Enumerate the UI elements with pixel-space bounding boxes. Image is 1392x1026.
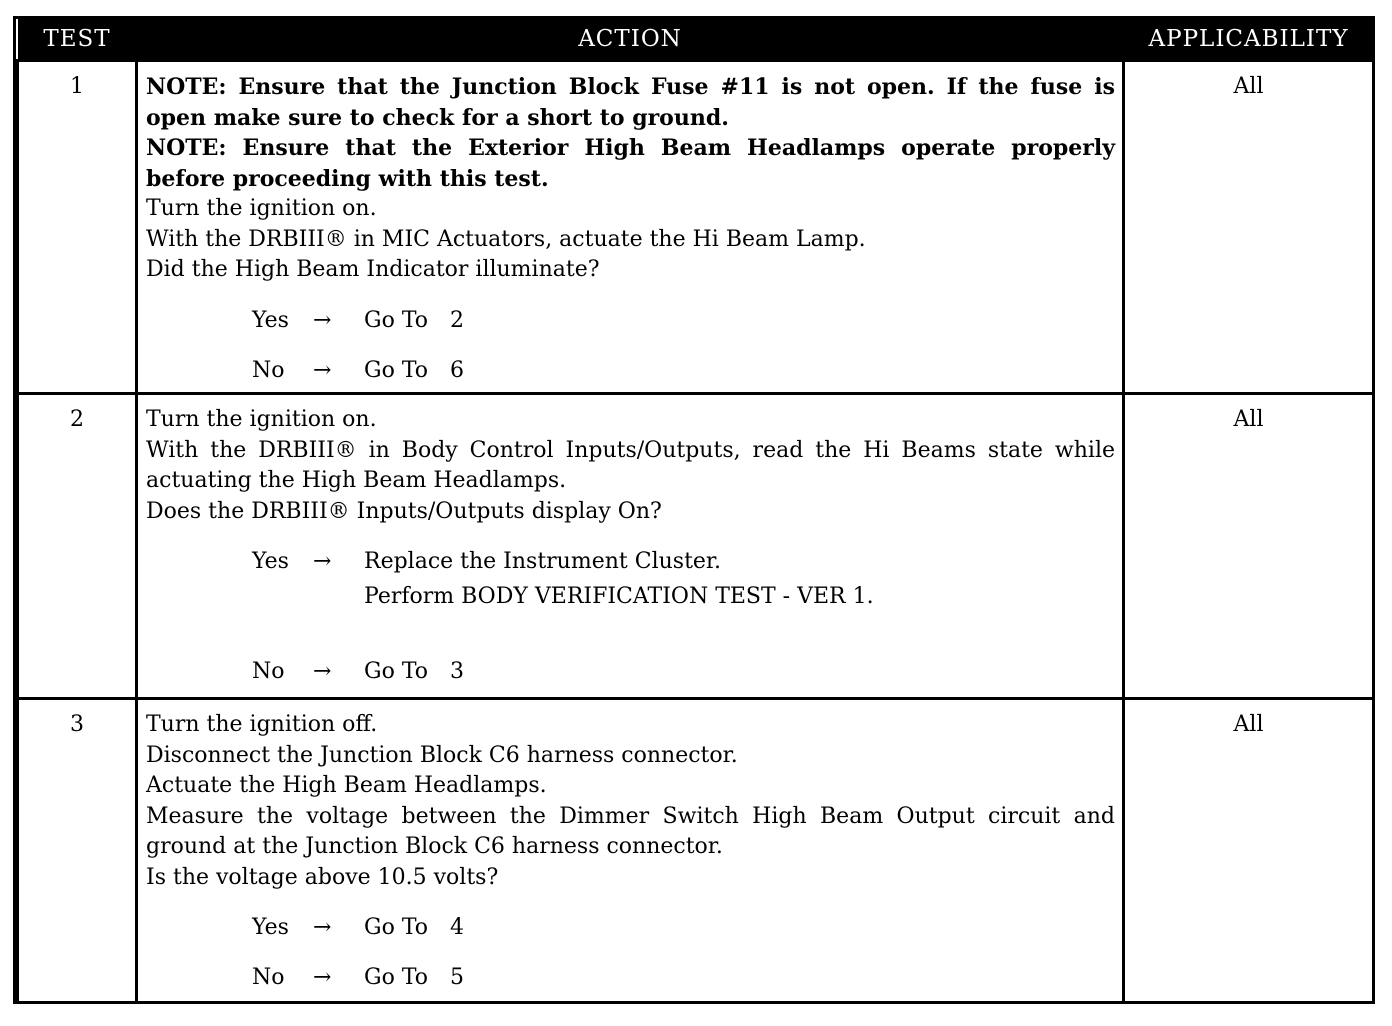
instruction: Turn the ignition off. [146,712,378,737]
spacer [146,612,1115,656]
no-branch [252,355,1115,386]
goto-target: 4 [450,915,465,940]
question: Is the voltage above 10.5 volts? [146,864,499,890]
applicability: All [1124,61,1374,394]
no-label: No [252,965,285,990]
yes-branch [252,546,1115,612]
test-number: 3 [18,699,137,1003]
yes-branch [252,305,1115,336]
test-table [16,19,1375,1004]
yes-branch [252,912,1115,943]
result-line: Perform BODY VERIFICATION TEST - VER 1. [364,584,874,609]
goto-target: 2 [450,307,465,333]
goto-label: Go To [364,307,429,333]
arrow-icon: → [313,965,332,990]
instruction: Turn the ignition on. [146,196,377,221]
instruction: Turn the ignition on. [146,407,377,432]
action-cell [137,699,1124,1003]
test-row [18,61,1374,394]
arrow-icon: → [313,357,332,383]
arrow-icon: → [313,307,332,333]
note: NOTE: Ensure that the Junction Block Fuse #11 is not open. If the fuse is open make sure to check for a short to ground. [146,74,1115,131]
no-result [364,656,1115,687]
arrow-icon: → [313,915,332,940]
header-row [18,19,1374,61]
instruction: With the DRBIII® in Body Control Inputs/Outputs, read the Hi Beams state while actuating the High Beam Headlamps. [146,437,1115,493]
no-result [364,355,1115,386]
goto-label: Go To [364,965,429,990]
goto-target: 6 [450,357,465,383]
test-row [18,394,1374,699]
yes-label: Yes [252,549,289,574]
test-row [18,699,1374,1003]
no-result [364,962,1115,993]
action-cell [137,394,1124,699]
applicability: All [1124,699,1374,1003]
note: NOTE: Ensure that the Exterior High Beam Headlamps operate properly before proceeding with this test. [146,135,1115,192]
yes-result [364,546,1115,612]
header-action: ACTION [137,19,1124,61]
no-branch [252,962,1115,993]
yes-label: Yes [252,307,289,333]
no-label: No [252,357,285,383]
yes-result [364,912,1115,943]
applicability: All [1124,394,1374,699]
yes-label: Yes [252,915,289,940]
goto-label: Go To [364,915,429,940]
result-line: Replace the Instrument Cluster. [364,549,722,574]
goto-label: Go To [364,659,429,684]
yes-result [364,305,1115,336]
header-applicability: APPLICABILITY [1124,19,1374,61]
instruction: Disconnect the Junction Block C6 harness connector. [146,742,738,768]
goto-target: 5 [450,965,465,990]
question: Does the DRBIII® Inputs/Outputs display On? [146,498,662,524]
no-branch [252,656,1115,687]
goto-target: 3 [450,659,465,684]
header-test: TEST [18,19,137,61]
arrow-icon: → [313,659,332,684]
action-cell [137,61,1124,394]
no-label: No [252,659,285,684]
arrow-icon: → [313,549,332,574]
question: Did the High Beam Indicator illuminate? [146,257,600,282]
test-number: 2 [18,394,137,699]
instruction: With the DRBIII® in MIC Actuators, actuate the Hi Beam Lamp. [146,226,866,252]
instruction: Measure the voltage between the Dimmer Switch High Beam Output circuit and ground at the Junction Block C6 harness connector. [146,803,1115,859]
goto-label: Go To [364,357,429,383]
test-number: 1 [18,61,137,394]
instruction: Actuate the High Beam Headlamps. [146,773,547,798]
diagnostic-test-table [13,16,1375,1004]
